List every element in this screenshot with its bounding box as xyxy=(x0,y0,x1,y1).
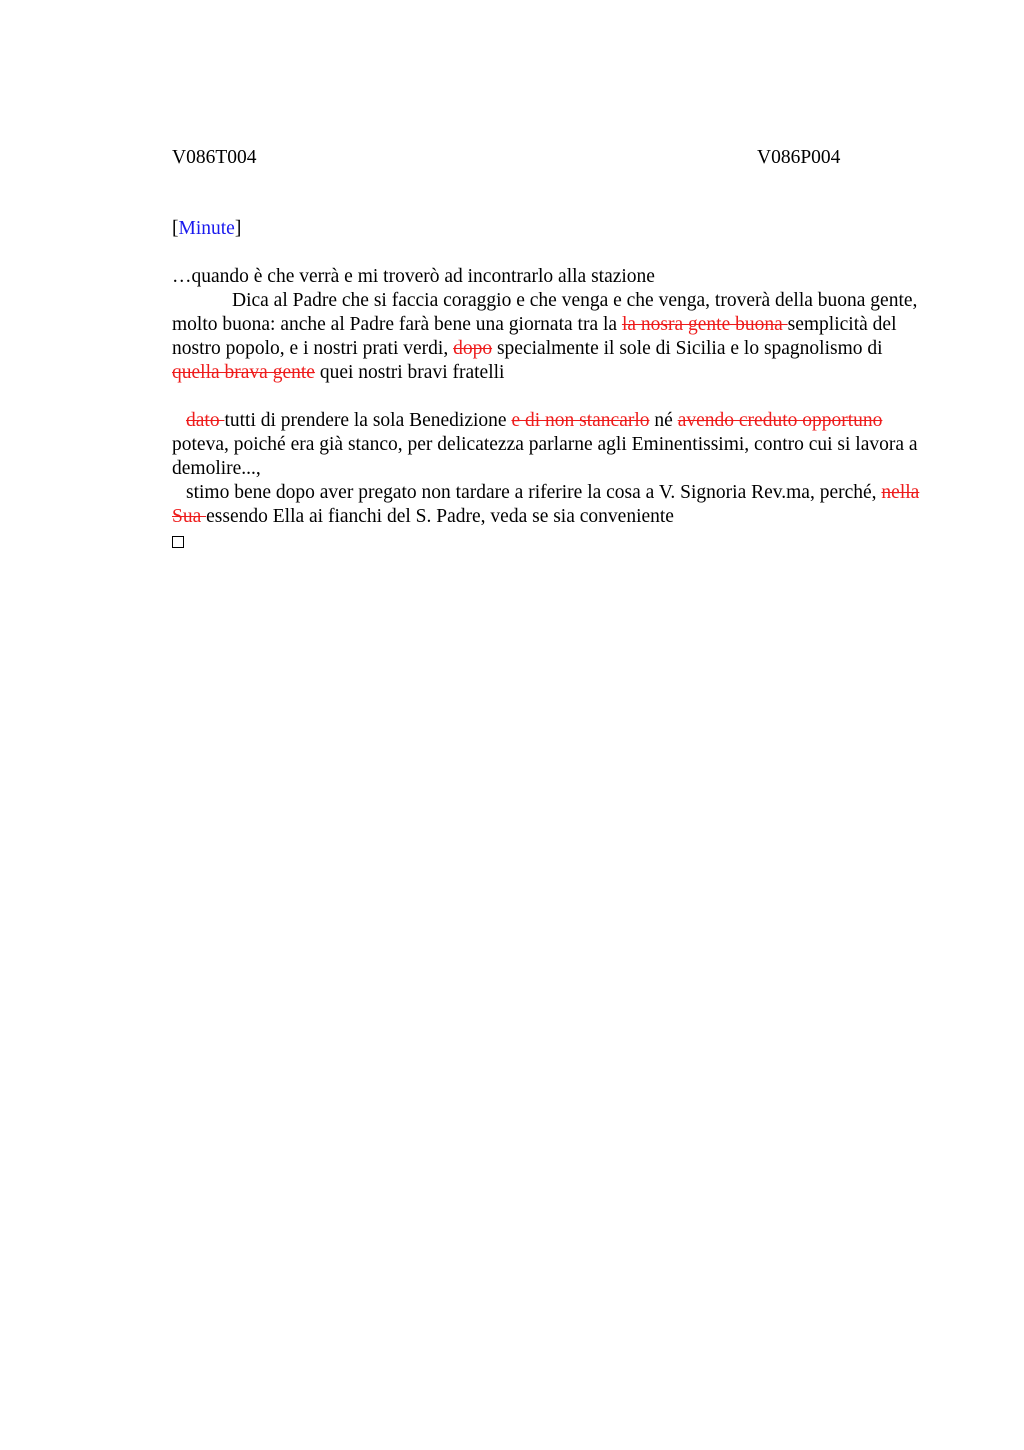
text-segment: Dica al Padre che si faccia coraggio e che venga e che venga, troverà della buona gente, molto buona: anche al Padre farà bene una giornata tra la xyxy=(172,290,918,335)
deleted-text: avendo creduto opportuno xyxy=(677,410,883,431)
text-segment: poteva, poiché era già stanco, per delicatezza parlarne agli Eminentissimi, contro cui si lavora a demolire..., xyxy=(172,434,918,479)
paragraph-1: …quando è che verrà e mi troverò ad incontrarlo alla stazione xyxy=(172,266,655,287)
open-bracket: [ xyxy=(172,218,179,239)
section-label-link[interactable]: Minute xyxy=(178,218,235,239)
text-segment: specialmente il sole di Sicilia e lo spagnolismo di xyxy=(492,338,883,359)
paragraph-gap xyxy=(172,385,932,409)
text-segment: tutti di prendere la sola Benedizione xyxy=(224,410,512,431)
checkbox-icon xyxy=(172,536,184,548)
close-bracket: ] xyxy=(234,218,242,239)
deleted-text: nella Sua xyxy=(172,482,920,527)
text-segment: quei nostri bravi fratelli xyxy=(314,362,505,383)
document-body xyxy=(172,265,932,555)
deleted-text: dato xyxy=(186,410,225,431)
deleted-text: quella brava gente xyxy=(172,362,315,383)
deleted-text: dopo xyxy=(453,338,493,359)
text-segment: essendo Ella ai fianchi del S. Padre, veda se sia conveniente xyxy=(206,506,674,527)
paragraph-3 xyxy=(172,409,932,481)
section-label xyxy=(172,217,241,241)
document-id-right: V086P004 xyxy=(757,147,841,168)
paragraph-4 xyxy=(172,481,932,529)
deleted-text: e di non stancarlo xyxy=(511,410,650,431)
text-segment: semplicità del nostro popolo, e i nostri prati verdi, xyxy=(172,314,897,359)
paragraph-2 xyxy=(172,289,932,385)
text-segment: né xyxy=(649,410,678,431)
end-marker xyxy=(172,529,932,555)
deleted-text: la nosra gente buona xyxy=(621,314,788,335)
document-id-left: V086T004 xyxy=(172,147,257,168)
text-segment: stimo bene dopo aver pregato non tardare a riferire la cosa a V. Signoria Rev.ma, perché, xyxy=(186,482,882,503)
